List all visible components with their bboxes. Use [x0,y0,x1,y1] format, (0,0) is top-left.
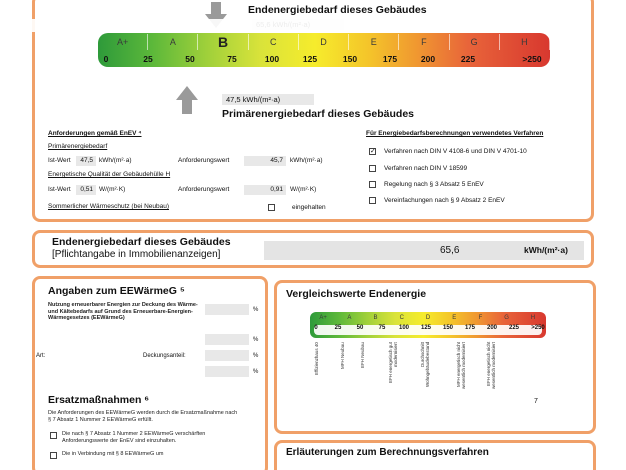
tick-label: 225 [460,54,476,64]
tick-label: >250 [522,54,542,64]
tick-label: 175 [464,325,476,331]
tick-label: 75 [227,54,237,64]
tick-label: 50 [185,54,195,64]
class-label: E [349,34,399,50]
anf-label: Anforderungswert [178,157,230,164]
comparison-label: MFH energetisch nicht wesentlich modernisiert [456,342,466,390]
end-energy-title: Endenergiebedarf dieses Gebäudes [52,236,231,248]
ist-unit: kWh/(m²·a) [99,157,132,164]
comparison-title: Vergleichswerte Endenergie [286,288,427,300]
primary-energy-value: 47,5 kWh/(m²·a) [222,94,314,105]
end-energy-subtitle: [Pflichtangabe in Immobilienanzeigen] [52,249,221,260]
tick-label: >250 [531,325,545,331]
ersatz-text: Die Anforderungen des EEWärmeG werden durch die Ersatzmaßnahme nach § 7 Absatz 1 Nummer 2 EEWärmeG erfüllt. [48,410,238,423]
procedure-option: Verfahren nach DIN V 4108-6 und DIN V 4701-10 [384,148,527,155]
pct-sign: % [253,369,259,375]
pct-sign: % [253,307,259,313]
anf2-unit: W/(m²·K) [290,186,317,193]
ee-field[interactable] [205,304,249,315]
tick-label: 150 [442,325,454,331]
tick-label: 125 [302,54,318,64]
ist2-value: 0,51 [76,185,96,195]
procedure-checkbox-4[interactable] [369,197,376,204]
class-label: C [249,34,299,50]
ist2-unit: W/(m²·K) [99,186,126,193]
ersatz-checkbox-1[interactable] [50,432,57,439]
class-label: H [530,315,536,321]
requirements-heading: Anforderungen gemäß EnEV ⁴ [48,130,142,137]
tick-label: 0 [314,325,318,331]
procedure-checkbox-1[interactable]: ✓ [370,148,376,155]
class-label: G [504,315,509,321]
tick-label: 200 [486,325,498,331]
comparison-class-row [310,312,546,324]
tick-label: 225 [508,325,520,331]
procedure-option: Regelung nach § 3 Absatz 5 EnEV [384,181,484,188]
tick-label: 0 [103,54,109,64]
comparison-labels [310,342,546,402]
energy-class-row [98,34,550,50]
class-label: A [347,315,352,321]
tick-label: 25 [143,54,153,64]
ersatz-checkbox-2[interactable] [50,452,57,459]
eewaermeg-text: Nutzung erneuerbarer Energien zur Deckung des Wärme- und Kältebedarfs auf Grund des Erneuerbare-Energien-Wärmegesetzes (EEWärmeG) [48,302,198,321]
procedure-checkbox-3[interactable] [369,181,376,188]
ee-field[interactable] [205,334,249,345]
ersatz-title: Ersatzmaßnahmen ⁶ [48,394,150,406]
ist-value: 47,5 [76,156,96,166]
tick-label: 125 [420,325,432,331]
class-label: A+ [98,34,148,50]
class-label: A+ [319,315,327,321]
ee-field[interactable] [205,350,249,361]
anf-value: 45,7 [244,156,286,166]
summer-label: Sommerlicher Wärmeschutz (bei Neubau) [48,203,170,210]
class-label: D [425,315,431,321]
ist2-label: Ist-Wert [48,186,71,193]
comparison-label: EFH energetisch nicht wesentlich modernisiert [486,342,496,390]
explanation-title: Erläuterungen zum Berechnungsverfahren [286,447,489,458]
comparison-label: Effizienzhaus 40 [314,342,319,375]
tick-label: 25 [334,325,342,331]
pct-sign: % [253,337,259,343]
comparison-label: EFH Neubau [360,342,365,369]
tick-label: 175 [382,54,398,64]
anf-unit: kWh/(m²·a) [290,157,323,164]
procedure-option: Verfahren nach DIN V 18599 [384,165,468,172]
comparison-footnote: 7 [534,398,538,405]
end-energy-label: Endenergiebedarf dieses Gebäudes [248,4,427,16]
ersatz-text: Die nach § 7 Absatz 1 Nummer 2 EEWärmeG verschärften Anforderungswerte der EnEV sind einzuhalten. [62,431,206,444]
ist-label: Ist-Wert [48,157,71,164]
quality-label: Energetische Qualität der Gebäudehülle H [48,171,171,178]
class-label: F [478,315,483,321]
class-label: B [373,315,378,321]
tick-label: 100 [264,54,280,64]
comparison-label: MFH Neubau [340,342,345,369]
class-label: D [299,34,349,50]
end-energy-unit: kWh/(m²·a) [524,245,568,255]
class-label: G [450,34,500,50]
ersatz-text: Die in Verbindung mit § 8 EEWärmeG um [62,451,164,457]
pct-sign: % [253,353,259,359]
class-label: H [500,34,550,50]
class-label: E [452,315,457,321]
class-label-active: B [198,34,248,50]
procedure-heading: Für Energiebedarfsberechnungen verwendetes Verfahren [366,130,544,137]
procedure-checkbox-2[interactable] [369,165,376,172]
primary-demand-label: Primärenergiebedarf [48,143,108,150]
end-energy-number: 65,6 [440,245,460,256]
anf2-value: 0,91 [244,185,286,195]
eewaermeg-title: Angaben zum EEWärmeG ⁵ [48,285,185,297]
ee-field[interactable] [205,366,249,377]
tick-label: 150 [342,54,358,64]
class-label: C [399,315,404,321]
comparison-label: EFH energetisch gut modernisiert [388,342,398,384]
class-label: F [399,34,449,50]
tick-label: 75 [378,325,386,331]
tick-label: 200 [420,54,436,64]
eingehalten-label: eingehalten [292,204,326,211]
comparison-label: Durchschnitt Wohngebäudebestand [420,342,430,388]
tick-label: 50 [356,325,364,331]
arrow-up-icon [176,86,198,114]
tick-label: 100 [398,325,410,331]
art-label: Art: [36,353,46,359]
primary-energy-label: Primärenergiebedarf dieses Gebäudes [222,108,414,120]
class-label: A [148,34,198,50]
scale-ticks [103,54,556,66]
anf2-label: Anforderungswert [178,186,230,193]
scale-white-band [6,19,446,32]
summer-checkbox[interactable] [268,204,275,211]
deckung-label: Deckungsanteil: [143,353,186,359]
procedure-option: Vereinfachungen nach § 9 Absatz 2 EnEV [384,197,505,204]
comparison-ticks [314,325,546,335]
